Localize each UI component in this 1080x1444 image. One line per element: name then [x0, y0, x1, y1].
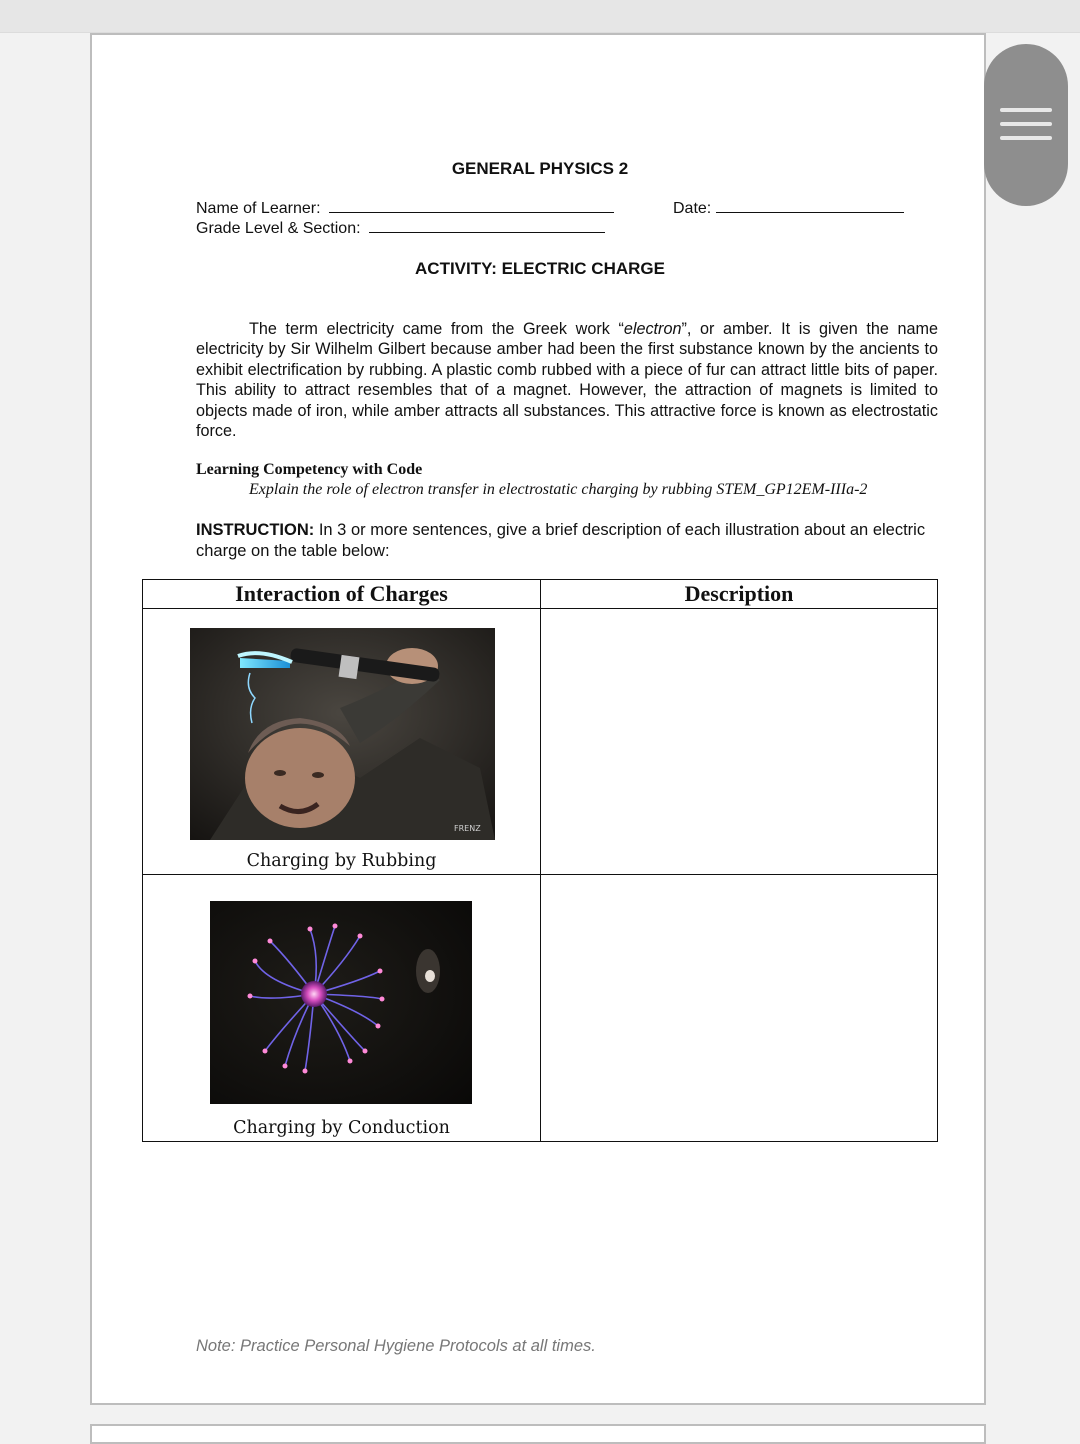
- competency-text: Explain the role of electron transfer in electrostatic charging by rubbing STEM_GP12EM-IIIa-2: [249, 481, 868, 498]
- table-row: [143, 609, 938, 875]
- name-blank-line: [329, 200, 614, 213]
- competency-heading: Learning Competency with Code: [196, 461, 423, 478]
- grip-icon: [1000, 108, 1052, 112]
- activity-title: ACTIVITY: ELECTRIC CHARGE: [415, 259, 665, 278]
- illustration-cell: [143, 875, 541, 1142]
- grade-level-field[interactable]: [196, 220, 605, 238]
- date-blank-line: [716, 200, 904, 213]
- instruction-text: INSTRUCTION: In 3 or more sentences, give a brief description of each illustration about an electric charge on the table below:: [196, 521, 926, 560]
- viewer-top-bar: [0, 0, 1080, 33]
- plasma-ball-image: [210, 901, 472, 1104]
- table-header: Interaction of Charges: [143, 580, 541, 609]
- rubbing-image: [190, 628, 495, 840]
- date-field[interactable]: [673, 200, 904, 218]
- conduction-illustration: [210, 901, 472, 1104]
- scroll-handle[interactable]: [984, 44, 1068, 206]
- description-cell[interactable]: [541, 609, 938, 875]
- description-cell[interactable]: [541, 875, 938, 1142]
- grade-label: Grade Level & Section:: [196, 220, 361, 237]
- grade-blank-line: [369, 220, 605, 233]
- rubbing-illustration: [190, 628, 495, 840]
- document-page: [90, 33, 986, 1405]
- hygiene-note: Note: Practice Personal Hygiene Protocols at all times.: [196, 1337, 596, 1355]
- intro-paragraph: The term electricity came from the Greek work “electron”, or amber. It is given the name electricity by Sir Wilhelm Gilbert because amber had been the first substance known by the ancients to exhibit electrification by rubbing. A plastic comb rubbed with a piece of fur can attract little bits of paper. This ability to attract resembles that of a magnet. However, the attraction of magnets is limited to objects made of iron, while amber attracts all substances. This attractive force is known as electrostatic force.: [196, 320, 938, 441]
- table-header: Description: [541, 580, 938, 609]
- name-label: Name of Learner:: [196, 200, 321, 217]
- illustration-cell: [143, 609, 541, 875]
- watermark-text: FRENZ: [454, 824, 481, 833]
- table-row: [143, 875, 938, 1142]
- document-title: GENERAL PHYSICS 2: [451, 159, 629, 178]
- name-of-learner-field[interactable]: [196, 200, 614, 218]
- next-page: [90, 1424, 986, 1444]
- charges-table: [142, 579, 938, 1142]
- illustration-caption: Charging by Conduction: [233, 1118, 450, 1138]
- date-label: Date:: [673, 200, 712, 217]
- grip-icon: [1000, 122, 1052, 126]
- grip-icon: [1000, 136, 1052, 140]
- illustration-caption: Charging by Rubbing: [246, 851, 437, 871]
